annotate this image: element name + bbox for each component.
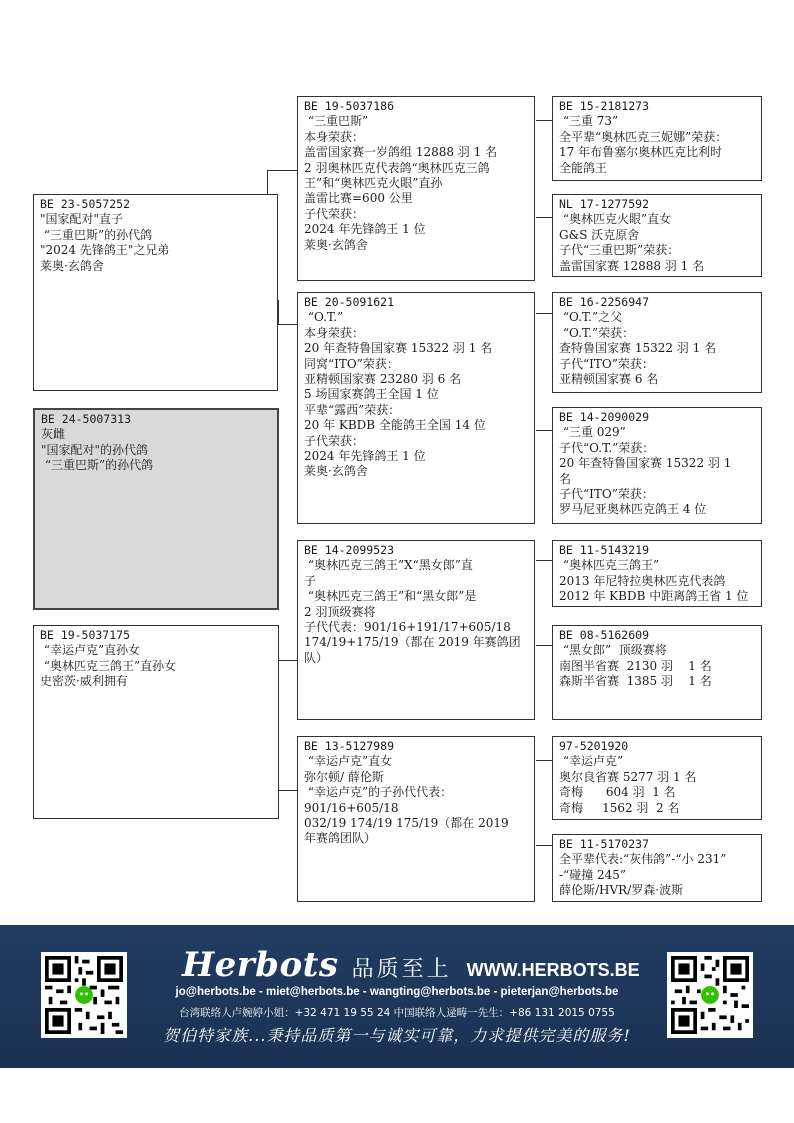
- pedigree-text-line: 罗马尼亚奥林匹克鸽王 4 位: [559, 502, 707, 517]
- brand-row: [182, 945, 652, 985]
- pedigree-text-line: “奥林匹克火眼”直女: [559, 212, 672, 227]
- pedigree-text-line: "国家配对"的孙代鸽: [41, 442, 149, 457]
- pedigree-text-line: “三重 73”: [559, 114, 619, 129]
- pedigree-text-line: 莱奥·玄鸽舍: [40, 258, 104, 273]
- pedigree-text-line: 莱奥·玄鸽舍: [304, 464, 368, 479]
- pedigree-text-line: 全能鸽王: [559, 160, 608, 175]
- pedigree-box-dsd: [552, 625, 762, 720]
- pedigree-text-line: 本身荣获：: [304, 129, 365, 144]
- qr-code-right[interactable]: [667, 952, 753, 1038]
- pedigree-text-line: “三重 029”: [559, 425, 626, 440]
- pedigree-text-line: 奇梅 604 羽 1 名: [559, 785, 676, 800]
- pedigree-text-line: “幸运卢克”的子孙代代表：: [304, 785, 453, 800]
- pedigree-text-line: 盖雷国家赛一岁鸽组 12888 羽 1 名: [304, 145, 498, 160]
- pedigree-text-line: “奥林匹克三鸽王”: [559, 558, 660, 573]
- wechat-green-icon: [701, 986, 719, 1004]
- ring-number: BE 20-5091621: [304, 295, 395, 309]
- pedigree-box-sire-dam: [297, 292, 535, 524]
- ring-number: NL 17-1277592: [559, 197, 650, 211]
- pedigree-text-line: 奇梅 1562 羽 2 名: [559, 800, 680, 815]
- connector-line: [536, 120, 552, 121]
- pedigree-text-line: 盖雷比赛=600 公里: [304, 191, 413, 206]
- connector-line: [536, 430, 552, 431]
- ring-number: BE 11-5170237: [559, 837, 650, 851]
- pedigree-text-line: 2024 年先锋鸽王 1 位: [304, 449, 426, 464]
- pedigree-box-dam: [33, 625, 279, 819]
- pedigree-text-line: 年赛鸽团队）: [304, 831, 377, 846]
- qr-code-left-graphic: [45, 956, 123, 1034]
- pedigree-text-line: 查特鲁国家赛 15322 羽 1 名: [559, 341, 717, 356]
- pedigree-text-line: 子: [304, 573, 317, 588]
- pedigree-text-line: 子代“ITO”荣获：: [559, 356, 654, 371]
- pedigree-text-line: 子代“三重巴斯”荣获：: [559, 243, 680, 258]
- brand-logo: Herbots: [182, 945, 339, 985]
- pedigree-text-line: 亚精顿国家赛 23280 羽 6 名: [304, 372, 462, 387]
- pedigree-box-ssd: [552, 194, 762, 277]
- pedigree-text-line: "国家配对"直子: [40, 212, 124, 227]
- pedigree-text-line: 森斯半省赛 1385 羽 1 名: [559, 674, 712, 689]
- pedigree-text-line: G&S 沃克原舍: [559, 227, 640, 242]
- pedigree-text-line: 灰雌: [41, 427, 66, 442]
- pedigree-box-dds: [552, 736, 762, 820]
- pedigree-text-line: 子代“O.T.”荣获：: [559, 440, 655, 455]
- pedigree-text-line: 20 年查特鲁国家赛 15322 羽 1: [559, 456, 732, 471]
- connector-line: [278, 300, 279, 324]
- pedigree-text-line: 弥尔顿/ 薛伦斯: [304, 769, 384, 784]
- pedigree-text-line: 032/19 174/19 175/19（都在 2019: [304, 816, 509, 831]
- pedigree-text-line: 全平辈代表:“灰伟鸽”-“小 231”: [559, 852, 727, 867]
- ring-number: BE 14-2090029: [559, 410, 650, 424]
- pedigree-text-line: 奥尔良省赛 5277 羽 1 名: [559, 769, 697, 784]
- website-link[interactable]: WWW.HERBOTS.BE: [466, 960, 640, 980]
- pedigree-text-line: “幸运卢克”直女: [304, 754, 393, 769]
- connector-line: [536, 560, 552, 561]
- pedigree-box-sire-sire: [297, 96, 535, 281]
- pedigree-text-line: 2 羽奥林匹克代表鸽“奥林匹克三鸽: [304, 160, 490, 175]
- ring-number: 97-5201920: [559, 739, 629, 753]
- pedigree-text-line: “幸运卢克”直孙女: [40, 643, 141, 658]
- pedigree-text-line: “三重巴斯”的孙代鸽: [40, 227, 153, 242]
- pedigree-text-line: 南图半省赛 2130 羽 1 名: [559, 658, 712, 673]
- pedigree-text-line: “奥林匹克三鸽王”直孙女: [40, 658, 177, 673]
- pedigree-text-line: -“碰撞 245”: [559, 867, 627, 882]
- connector-line: [278, 790, 297, 791]
- pedigree-text-line: 2012 年 KBDB 中距离鸽王省 1 位: [559, 589, 749, 604]
- pedigree-text-line: 子代代表：901/16+191/17+605/18: [304, 620, 511, 635]
- pedigree-text-line: 全平辈“奥林匹克三妮娜”荣获：: [559, 129, 728, 144]
- pedigree-box-ddd: [552, 834, 762, 902]
- contact-emails[interactable]: jo@herbots.be - miet@herbots.be - wangting@herbots.be - pieterjan@herbots.be: [175, 986, 619, 998]
- pedigree-text-line: “奥林匹克三鸽王”X“黑女郎”直: [304, 558, 473, 573]
- pedigree-text-line: 薛伦斯/HVR/罗森·波斯: [559, 883, 684, 898]
- ring-number: BE 14-2099523: [304, 543, 395, 557]
- company-motto: 贺伯特家族...秉持品质第一与诚实可靠，力求提供完美的服务!: [163, 1026, 631, 1045]
- connector-line: [536, 760, 552, 761]
- pedigree-text-line: 901/16+605/18: [304, 800, 399, 815]
- pedigree-text-line: 子代“ITO”荣获：: [559, 487, 654, 502]
- pedigree-text-line: 20 年查特鲁国家赛 15322 羽 1 名: [304, 341, 493, 356]
- pedigree-text-line: 174/19+175/19（都在 2019 年赛鸽团: [304, 635, 521, 650]
- wechat-green-icon: [75, 986, 93, 1004]
- pedigree-box-dam-dam: [297, 736, 535, 902]
- ring-number: BE 19-5037186: [304, 99, 395, 113]
- connector-line: [536, 645, 552, 646]
- pedigree-box-dam-sire: [297, 540, 535, 720]
- pedigree-text-line: 子代荣获：: [304, 206, 365, 221]
- footer-banner: [0, 925, 794, 1068]
- ring-number: BE 19-5037175: [40, 628, 131, 642]
- pedigree-text-line: 莱奥·玄鸽舍: [304, 237, 368, 252]
- pedigree-box-sss: [552, 96, 762, 181]
- pedigree-text-line: 王”和“奥林匹克火眼”直孙: [304, 176, 443, 191]
- ring-number: BE 23-5057252: [40, 197, 131, 211]
- pedigree-text-line: 亚精顿国家赛 6 名: [559, 372, 659, 387]
- ring-number: BE 24-5007313: [41, 412, 132, 426]
- pedigree-text-line: 17 年布鲁塞尔奥林匹克比利时: [559, 145, 723, 160]
- pedigree-text-line: "2024 先锋鸽王"之兄弟: [40, 243, 170, 258]
- pedigree-text-line: 队）: [304, 650, 329, 665]
- pedigree-text-line: “幸运卢克”: [559, 754, 624, 769]
- qr-code-left[interactable]: [41, 952, 127, 1038]
- pedigree-text-line: 2013 年尼特拉奥林匹克代表鸽: [559, 573, 726, 588]
- ring-number: BE 08-5162609: [559, 628, 650, 642]
- pedigree-text-line: “O.T.”: [304, 310, 344, 325]
- pedigree-box-dss: [552, 540, 762, 607]
- pedigree-text-line: “黑女郎” 顶级赛将: [559, 643, 667, 658]
- contact-phones: 台湾联络人卢婉婷小姐：+32 471 19 55 24 中国联络人逯畴一先生：+86 131 2015 0755: [179, 1007, 615, 1019]
- connector-line: [536, 217, 552, 218]
- pedigree-text-line: 名: [559, 471, 572, 486]
- pedigree-text-line: 同窝“ITO”荣获：: [304, 356, 399, 371]
- pedigree-text-line: “三重巴斯”的孙代鸽: [41, 458, 154, 473]
- pedigree-box-sds: [552, 292, 762, 393]
- ring-number: BE 13-5127989: [304, 739, 395, 753]
- connector-line: [278, 324, 297, 325]
- pedigree-text-line: “O.T.”荣获：: [559, 325, 635, 340]
- pedigree-text-line: 盖雷国家赛 12888 羽 1 名: [559, 258, 705, 273]
- connector-line: [536, 845, 552, 846]
- ring-number: BE 16-2256947: [559, 295, 650, 309]
- qr-code-right-graphic: [671, 956, 749, 1034]
- brand-slogan: 品质至上: [351, 957, 452, 982]
- pedigree-text-line: 平辈“露西”荣获：: [304, 402, 401, 417]
- connector-line: [536, 313, 552, 314]
- pedigree-box-sdd: [552, 407, 762, 524]
- pedigree-text-line: 2 羽顶级赛将: [304, 604, 376, 619]
- pedigree-text-line: 2024 年先锋鸽王 1 位: [304, 222, 426, 237]
- pedigree-box-sire: [33, 194, 278, 391]
- pedigree-text-line: “三重巴斯”: [304, 114, 369, 129]
- pedigree-text-line: “O.T.”之父: [559, 310, 623, 325]
- pedigree-text-line: 本身荣获：: [304, 325, 365, 340]
- pedigree-text-line: “奥林匹克三鸽王”和“黑女郎”是: [304, 589, 477, 604]
- pedigree-text-line: 5 场国家赛鸽王全国 1 位: [304, 387, 439, 402]
- ring-number: BE 11-5143219: [559, 543, 650, 557]
- pedigree-text-line: 史密茨·威利拥有: [40, 674, 128, 689]
- connector-line: [267, 170, 268, 195]
- connector-line: [278, 660, 297, 661]
- pedigree-text-line: 20 年 KBDB 全能鸽王全国 14 位: [304, 418, 486, 433]
- ring-number: BE 15-2181273: [559, 99, 650, 113]
- connector-line: [267, 170, 297, 171]
- pedigree-text-line: 子代荣获：: [304, 433, 365, 448]
- pedigree-box-subject: [33, 408, 279, 610]
